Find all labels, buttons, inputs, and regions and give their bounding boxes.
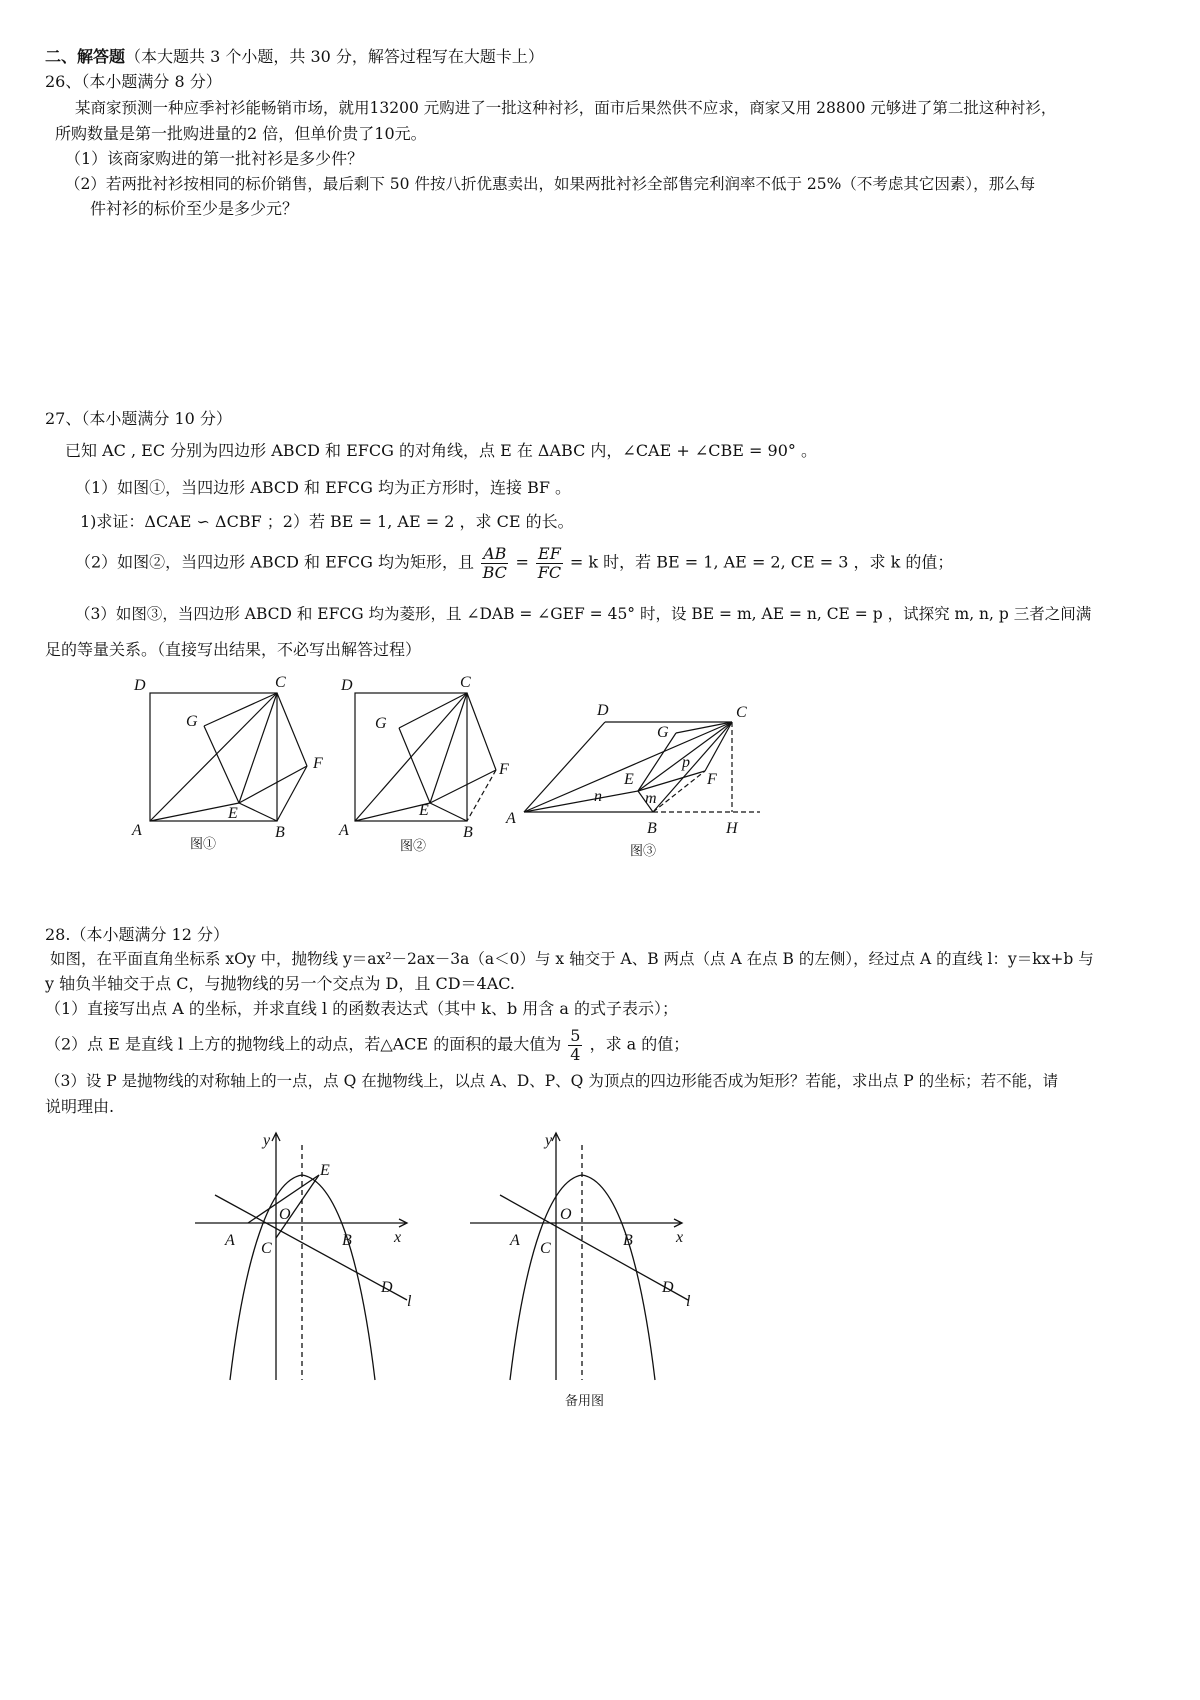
fraction-denominator: BC [482, 562, 507, 582]
label-d: D [381, 1279, 393, 1296]
label-y: y [263, 1132, 271, 1149]
label-b: B [342, 1232, 352, 1249]
label-c: C [540, 1240, 551, 1257]
label-b: B [623, 1232, 633, 1249]
label-b: B [463, 824, 473, 841]
q28-part2-pre: （2）点 E 是直线 l 上方的抛物线上的动点，若△ACE 的面积的最大值为 [45, 1034, 562, 1054]
label-b: B [275, 824, 285, 841]
label-e: E [624, 771, 634, 788]
q27-intro: 已知 AC , EC 分别为四边形 ABCD 和 EFCG 的对角线，点 E 在 ΔABC 内，∠CAE + ∠CBE = 90° 。 [65, 441, 817, 460]
q28-part1: （1）直接写出点 A 的坐标，并求直线 l 的函数表达式（其中 k、b 用含 a 的式子表示）； [45, 999, 679, 1018]
label-d: D [341, 677, 353, 694]
spare-graph-caption: 备用图 [565, 1393, 605, 1408]
fraction-denominator: FC [537, 562, 562, 582]
label-d: D [662, 1279, 674, 1296]
q27-fraction-ef-fc [536, 545, 563, 581]
q26-part2b: 件衬衫的标价至少是多少元？ [90, 199, 299, 218]
label-f: F [707, 771, 717, 788]
q27-part3b: 足的等量关系。（直接写出结果，不必写出解答过程） [45, 640, 422, 659]
figure-3 [500, 695, 770, 865]
label-d: D [597, 702, 609, 719]
label-a: A [132, 822, 142, 839]
label-e: E [320, 1162, 330, 1179]
label-e: E [419, 802, 429, 819]
label-c: C [736, 704, 747, 721]
q28-part2 [45, 1027, 689, 1063]
fraction-numerator: 5 [570, 1026, 581, 1045]
label-e: E [228, 805, 238, 822]
graph-2 [460, 1125, 700, 1415]
section-number: 二、 [45, 47, 78, 66]
q28-line1: 如图，在平面直角坐标系 xOy 中，抛物线 y＝ax²－2ax－3a（a＜0）与 x 轴交于 A、B 两点（点 A 在点 B 的左侧），经过点 A 的直线 l：y＝kx+b 与 [50, 950, 1094, 968]
label-g: G [186, 713, 198, 730]
q27-part1: （1）如图①，当四边形 ABCD 和 EFCG 均为正方形时，连接 BF 。 [75, 478, 572, 497]
label-a: A [510, 1232, 520, 1249]
label-c: C [275, 674, 286, 691]
q27-part2-pre: （2）如图②，当四边形 ABCD 和 EFCG 均为矩形，且 [75, 552, 475, 572]
label-l: l [407, 1293, 412, 1310]
q26-part2a: （2）若两批衬衫按相同的标价销售，最后剩下 50 件按八折优惠卖出，如果两批衬衫全部售完利润率不低于 25%（不考虑其它因素），那么每 [65, 175, 1036, 193]
label-y: y [545, 1132, 553, 1149]
figure-3-caption: 图③ [630, 843, 657, 858]
section-header [45, 47, 544, 66]
q26-part1: （1）该商家购进的第一批衬衫是多少件？ [65, 149, 364, 168]
fraction-numerator: EF [538, 544, 561, 563]
q26-line1: 某商家预测一种应季衬衫能畅销市场，就用13200 元购进了一批这种衬衫，面市后果然供不应求，商家又用 28800 元够进了第二批这种衬衫， [75, 99, 1057, 117]
fraction-denominator: 4 [570, 1044, 581, 1064]
q28-line2: y 轴负半轴交于点 C，与抛物线的另一个交点为 D，且 CD＝4AC. [45, 974, 516, 993]
graph-1 [185, 1125, 425, 1390]
figure-1-caption: 图① [190, 836, 217, 851]
label-x: x [394, 1229, 402, 1246]
label-c: C [460, 674, 471, 691]
q28-fraction-5-4 [568, 1027, 582, 1063]
label-x: x [676, 1229, 684, 1246]
label-l: l [686, 1293, 691, 1310]
label-o: O [560, 1206, 572, 1223]
figure-1 [120, 670, 340, 860]
label-h: H [726, 820, 738, 837]
q27-header: 27、（本小题满分 10 分） [45, 409, 232, 428]
fraction-numerator: AB [483, 544, 507, 563]
label-f: F [499, 761, 509, 778]
label-g: G [375, 715, 387, 732]
q27-part1-sub: 1)求证：ΔCAE ∽ ΔCBF ；2）若 BE = 1, AE = 2 ，求 CE 的长。 [80, 512, 574, 531]
q28-part3a: （3）设 P 是抛物线的对称轴上的一点，点 Q 在抛物线上，以点 A、D、P、Q 为顶点的四边形能否成为矩形？若能，求出点 P 的坐标；若不能，请 [45, 1072, 1059, 1090]
q27-part2-eq: = [515, 552, 529, 572]
label-c: C [261, 1240, 272, 1257]
q27-fraction-ab-bc [481, 545, 508, 581]
q28-part2-post: ，求 a 的值； [589, 1034, 690, 1054]
q28-header: 28.（本小题满分 12 分） [45, 925, 229, 944]
label-m: m [645, 790, 657, 807]
label-g: G [657, 724, 669, 741]
section-title: 解答题 [77, 47, 126, 66]
label-f: F [313, 755, 323, 772]
label-d: D [134, 677, 146, 694]
figure-2-caption: 图② [400, 838, 427, 853]
label-b: B [647, 820, 657, 837]
q27-part3a: （3）如图③，当四边形 ABCD 和 EFCG 均为菱形，且 ∠DAB = ∠GEF = 45° 时，设 BE = m, AE = n, CE = p ，试探究 m, n, p 三者之间满 [75, 605, 1092, 623]
label-a: A [225, 1232, 235, 1249]
q26-header: 26、（本小题满分 8 分） [45, 72, 222, 91]
q26-line2: 所购数量是第一批购进量的2 倍，但单价贵了10元。 [55, 124, 427, 143]
label-a: A [506, 810, 516, 827]
label-n: n [594, 788, 602, 805]
label-a: A [339, 822, 349, 839]
figure-2 [335, 670, 525, 860]
q28-part3b: 说明理由. [45, 1097, 115, 1116]
label-o: O [279, 1206, 291, 1223]
q27-part2 [75, 545, 953, 581]
section-note: （本大题共 3 个小题，共 30 分，解答过程写在大题卡上） [125, 47, 544, 66]
label-p: p [682, 754, 690, 771]
q27-part2-post: = k 时，若 BE = 1, AE = 2, CE = 3 ，求 k 的值； [569, 552, 954, 572]
